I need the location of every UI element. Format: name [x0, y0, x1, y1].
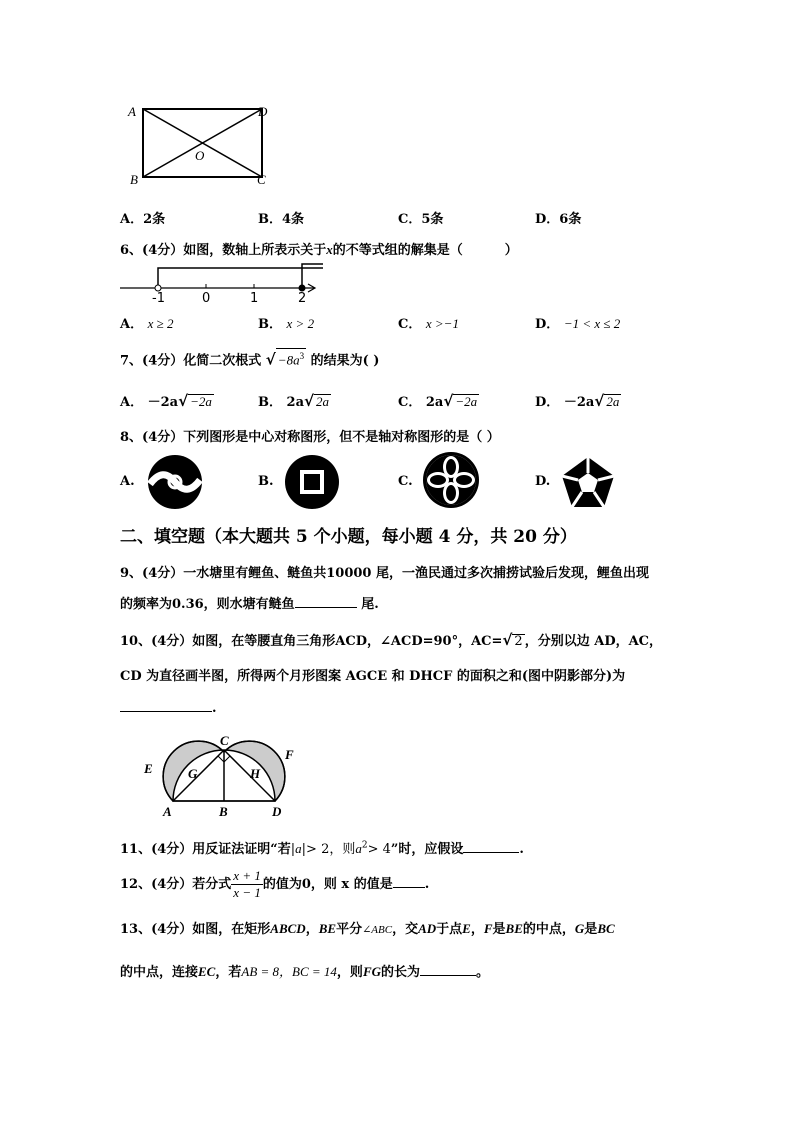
abs-bar-right: | — [301, 842, 307, 857]
label-f: F — [285, 747, 294, 762]
q7-option-a[interactable] — [120, 391, 214, 410]
q6-option-a-expr: x ≥ 2 — [147, 316, 174, 331]
label-h: H — [250, 766, 261, 781]
radical-icon: √ — [594, 392, 605, 410]
q11-var-a: a — [355, 841, 362, 856]
q10-line1-text: 10、(4分）如图，在等腰直角三角形ACD，∠ACD=90°，AC= — [120, 634, 503, 649]
q9-line2-text: 的频率为0.36，则水塘有鲢鱼 — [120, 597, 295, 612]
q5-option-d[interactable]: D．6条 — [535, 212, 582, 227]
q12-answer-blank[interactable] — [393, 875, 425, 888]
label-d: D — [272, 804, 282, 819]
q5-option-a[interactable]: A．2条 — [120, 212, 166, 227]
q6-option-d-letter: D． — [535, 317, 560, 332]
q13-text-2d: 的长为 — [381, 965, 421, 980]
q13-text-1i: 是 — [584, 922, 598, 937]
q10-line1 — [120, 630, 662, 649]
q13-text-2e: 。 — [476, 965, 490, 980]
q7-option-c-coef: 2a — [425, 395, 444, 410]
q8-option-b-letter[interactable]: B. — [258, 474, 274, 489]
q13-abcd: ABCD — [270, 921, 306, 936]
q7-option-a-coef: －2a — [147, 395, 179, 410]
label-a: A — [128, 104, 136, 119]
q6-option-d-expr: −1 < x ≤ 2 — [563, 316, 621, 331]
radical-icon: √ — [178, 392, 189, 410]
q6-option-a-letter: A． — [120, 317, 144, 332]
label-c: C — [220, 733, 229, 748]
q8-option-b-shape[interactable] — [284, 454, 340, 514]
q6-option-b-letter: B． — [258, 317, 282, 332]
tick-label-neg1: -1 — [152, 291, 165, 306]
label-d: D — [258, 104, 268, 119]
tick-label-2: 2 — [298, 291, 307, 306]
q10-radicand: 2 — [514, 634, 523, 649]
q8-option-c-letter[interactable]: C. — [398, 474, 413, 489]
q8-stem: 8、(4分）下列图形是中心对称图形，但不是轴对称图形的是（ ） — [120, 430, 500, 445]
q13-line2 — [120, 961, 489, 980]
q9-answer-blank[interactable] — [295, 595, 357, 608]
q13-answer-blank[interactable] — [420, 963, 476, 976]
label-c: C — [257, 172, 266, 187]
q7-stem — [120, 348, 379, 368]
label-g: G — [188, 766, 198, 781]
q13-text-2c: ，则 — [336, 965, 363, 980]
q6-option-c-letter: C． — [398, 317, 422, 332]
q13-line1 — [120, 918, 615, 937]
q11-exp: 2 — [361, 840, 368, 851]
q6-option-b-expr: x > 2 — [286, 316, 315, 331]
q13-g: G — [574, 921, 585, 936]
q7-option-b-letter: B． — [258, 395, 282, 410]
radical-icon: √ — [265, 350, 276, 369]
abs-bar-left: | — [290, 842, 296, 857]
q12-line — [120, 868, 429, 901]
q8-option-d-shape[interactable] — [560, 455, 616, 513]
q13-text-1e: 于点 — [436, 922, 463, 937]
q13-text-1d: ，交 — [392, 922, 419, 937]
q13-f: F — [483, 921, 493, 936]
q10-line2: CD 为直径画半图，所得两个月形图案 AGCE 和 DHCF 的面积之和(图中阴影部分)为 — [120, 669, 626, 684]
q11-text-a: 11、(4分）用反证法证明“若 — [120, 842, 291, 857]
q13-ec: EC — [198, 964, 216, 979]
q11-text-d: > 4 — [367, 842, 391, 857]
q6-paren: ） — [504, 243, 518, 258]
q7-option-a-rad: −2a — [190, 394, 212, 409]
q10-line3-text: . — [212, 701, 217, 716]
q12-text-c: . — [424, 877, 430, 892]
q13-text-2b: ，若 — [215, 965, 242, 980]
q6-option-d[interactable] — [535, 313, 620, 332]
q13-text-1h: 的中点， — [522, 922, 575, 937]
q10-line3 — [120, 699, 217, 716]
q10-figure — [140, 732, 300, 822]
four-petal-icon — [422, 451, 480, 509]
q7-exponent: 3 — [299, 351, 305, 361]
solution-bracket-lower — [158, 268, 323, 288]
q13-e: E — [462, 921, 471, 936]
q5-option-b[interactable]: B．4条 — [258, 212, 305, 227]
q11-text-e: ”时，应假设 — [390, 842, 464, 857]
q12-numerator: x + 1 — [233, 868, 261, 883]
q7-option-b-coef: 2a — [286, 395, 304, 410]
q12-denominator: x − 1 — [233, 885, 261, 900]
q7-option-c[interactable] — [398, 391, 479, 410]
label-b: B — [219, 804, 228, 819]
q8-option-d-letter[interactable]: D. — [535, 474, 551, 489]
q7-option-d-rad: 2a — [606, 394, 620, 409]
q11-line — [120, 838, 524, 857]
q7-option-c-rad: −2a — [455, 394, 478, 409]
swirl-circle-icon — [147, 454, 203, 510]
label-b: B — [130, 172, 138, 187]
q6-stem-text: 6、(4分）如图，数轴上所表示关于 — [120, 243, 327, 258]
radical-icon: √ — [304, 392, 315, 410]
q6-var: x — [326, 242, 333, 257]
q6-option-b[interactable] — [258, 313, 314, 332]
q12-text-b: 的值为0，则 x 的值是 — [262, 877, 393, 892]
rectangle-diagonals-figure — [118, 96, 278, 196]
coin-square-icon — [284, 454, 340, 510]
q7-option-d-letter: D． — [535, 395, 560, 410]
number-line-svg — [118, 262, 338, 306]
q7-stem-text2: 的结果为( ) — [310, 353, 380, 369]
q9-line2-tail: 尾. — [361, 597, 379, 612]
q7-option-d-coef: －2a — [563, 395, 595, 410]
q6-option-a[interactable] — [120, 313, 174, 332]
q9-line1: 9、(4分）一水塘里有鲤鱼、鲢鱼共10000 尾，一渔民通过多次捕捞试验后发现，鲤鱼出现 — [120, 566, 649, 581]
label-a: A — [163, 804, 172, 819]
q5-figure — [118, 96, 278, 196]
q7-option-b-rad: 2a — [316, 394, 330, 409]
q9-line2 — [120, 593, 379, 612]
radical-icon: √ — [443, 392, 454, 410]
tick-label-1: 1 — [250, 291, 259, 306]
q7-radicand-text: −8a — [277, 352, 300, 368]
q8-option-c-shape[interactable] — [422, 451, 480, 513]
q10-answer-blank[interactable] — [120, 699, 212, 712]
q13-fg: FG — [362, 964, 381, 979]
q7-stem-text: 7、(4分）化简二次根式 — [120, 353, 262, 369]
q5-option-c[interactable]: C．5条 — [398, 212, 444, 227]
q13-text-1g: 是 — [492, 922, 506, 937]
tick-label-0: 0 — [202, 291, 211, 306]
q7-option-b[interactable] — [258, 391, 331, 410]
q13-be: BE — [318, 921, 337, 936]
lune-figure-svg — [140, 732, 300, 822]
q11-text-f: . — [519, 842, 524, 857]
q10-line1-tail: ，分别以边 AD，AC， — [524, 634, 663, 649]
q6-stem-text2: 的不等式组的解集是（ — [332, 243, 463, 258]
q11-answer-blank[interactable] — [463, 840, 519, 853]
q13-bc: BC — [597, 921, 615, 936]
pentagon-flower-icon — [560, 455, 616, 509]
q8-option-a-shape[interactable] — [147, 454, 203, 514]
label-e: E — [144, 761, 153, 776]
q11-abs-var: a — [295, 841, 302, 856]
q12-fraction — [231, 868, 263, 901]
q12-text-a: 12、(4分）若分式 — [120, 877, 232, 892]
q7-option-d[interactable] — [535, 391, 621, 410]
q13-text-1b: ， — [305, 922, 319, 937]
q6-option-c-expr: x >−1 — [425, 316, 459, 331]
q6-option-c[interactable] — [398, 313, 459, 332]
q13-text-2a: 的中点，连接 — [120, 965, 199, 980]
radical-icon: √ — [502, 631, 513, 649]
q7-option-a-letter: A． — [120, 395, 144, 410]
q13-angle: ∠ABC — [362, 924, 393, 936]
q6-stem — [120, 239, 518, 258]
q13-be2: BE — [505, 921, 523, 936]
q13-text-1c: 平分 — [336, 922, 363, 937]
q6-number-line — [118, 262, 338, 306]
q13-condition: AB = 8，BC = 14 — [241, 964, 337, 979]
q11-text-b: > 2，则 — [306, 842, 356, 857]
q13-ad: AD — [418, 921, 437, 936]
q8-option-a-letter[interactable]: A. — [120, 474, 135, 489]
q7-radicand — [276, 348, 306, 367]
label-o: O — [195, 148, 205, 163]
q13-text-1a: 13、(4分）如图，在矩形 — [120, 922, 271, 937]
q7-option-c-letter: C． — [398, 395, 422, 410]
section-title-fill-in: 二、填空题（本大题共 5 个小题，每小题 4 分，共 20 分） — [120, 527, 577, 547]
q13-text-1f: ， — [470, 922, 484, 937]
